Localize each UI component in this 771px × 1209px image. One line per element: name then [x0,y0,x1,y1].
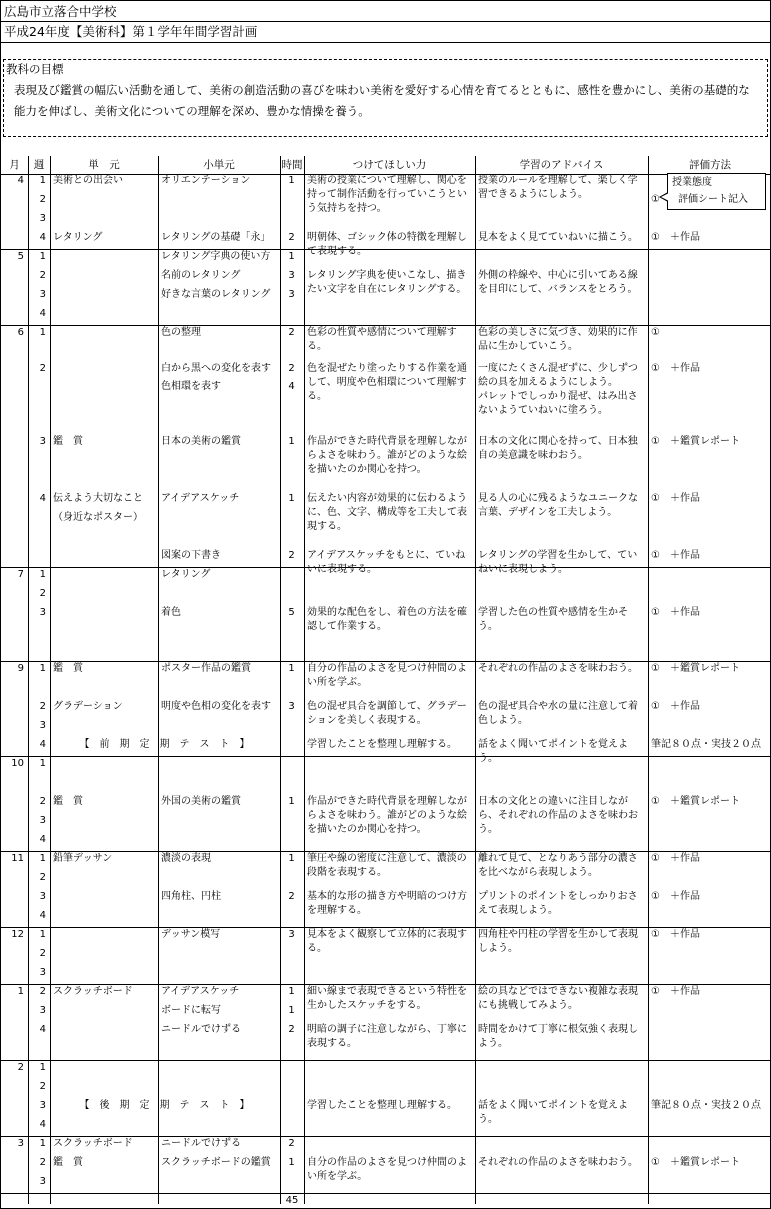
col-week-cell: 2 [39,948,46,959]
col-subunit-cell: 好きな言葉のレタリング [161,289,271,300]
col-hours-cell: 1 [288,175,295,186]
callout-line-1: 授業態度 [672,177,712,188]
col-hours-cell: 2 [288,1024,295,1035]
col-subunit-cell: アイデアスケッチ [161,986,240,997]
col-month-cell: 4 [17,175,24,186]
col-week-cell: 3 [39,720,46,731]
col-subunit-cell: 着色 [161,607,181,618]
col-evaluation-cell: ① ＋作品 [651,493,700,504]
col-month-cell: 9 [17,663,24,674]
col-ability-cell: 効果的な配色をし、着色の方法を確認して作業する。 [307,607,467,632]
col-ability-cell: 作品ができた時代背景を理解しながらよさを味わう。誰がどのような絵を描いたのか関心を持つ。 [307,436,467,475]
col-subunit-cell: ポスター作品の鑑賞 [161,663,251,674]
col-advice-cell: 絵の具などではできない複雑な表現にも挑戦してみよう。 [478,986,638,1011]
col-week-cell: 1 [39,327,46,338]
col-evaluation-cell: ① ＋作品 [651,607,700,618]
col-subunit-cell: レタリング [161,569,211,580]
col-week-cell: 3 [39,891,46,902]
col-week-cell: 1 [39,569,46,580]
col-week-cell: 1 [39,663,46,674]
annual-plan-table [1,156,771,1209]
col-week-cell: 2 [39,701,46,712]
plan-title: 平成24年度【美術科】第１学年年間学習計画 [4,24,258,39]
col-unit-cell: 鉛筆デッサン [53,853,113,864]
col-week-cell: 3 [39,213,46,224]
col-week-cell: 2 [39,1081,46,1092]
col-subunit-cell: 日本の美術の鑑賞 [161,436,241,447]
col-month-cell: 10 [11,758,24,769]
col-week-cell: 4 [39,493,46,504]
col-evaluation-cell: ① ＋鑑賞レポート [651,436,740,447]
col-ability-cell: 見本をよく観察して立体的に表現する。 [307,929,467,954]
col-subunit-cell: 四角柱、円柱 [161,891,221,902]
col-advice-cell: それぞれの作品のよさを味わおう。 [478,1157,638,1168]
col-evaluation-cell: ① ＋作品 [651,232,700,243]
col-ability-cell: 自分の作品のよさを見つけ仲間のよい所を学ぶ。 [307,663,467,688]
subject-goal-label: 教科の目標 [6,62,64,76]
col-ability-cell: 自分の作品のよさを見つけ仲間のよい所を学ぶ。 [307,1157,467,1182]
col-week-cell: 4 [39,910,46,921]
column-divider [28,156,29,1204]
col-week-cell: 3 [39,1100,46,1111]
term-test-label: 【 後 期 定 期 テ ス ト 】 [79,1100,250,1111]
col-month-cell: 6 [17,327,24,338]
col-week-cell: 3 [39,289,46,300]
total-hours: 45 [285,1195,299,1206]
col-evaluation-cell: ① ＋鑑賞レポート [651,1157,740,1168]
col-week-cell: 1 [39,929,46,940]
col-month-header: 月 [1,156,28,175]
col-evaluation-cell: ① ＋作品 [651,929,700,940]
col-unit-cell: 伝えよう大切なこと [53,493,143,504]
col-evaluation-cell: ① ＋作品 [651,986,700,997]
col-ability-cell: 基本的な形の描き方や明暗のつけ方を理解する。 [307,891,467,916]
col-advice-cell: 時間をかけて丁寧に根気強く表現しよう。 [478,1024,638,1049]
col-unit-cell: 鑑 賞 [53,1157,83,1168]
col-subunit-cell: ニードルでけずる [161,1024,241,1035]
col-hours-cell: 2 [288,232,295,243]
col-evaluation-cell: ① ＋作品 [651,363,700,374]
col-month-cell: 1 [17,986,24,997]
col-week-cell: 3 [39,815,46,826]
row-divider [1,1193,771,1194]
col-hours-cell: 3 [288,289,295,300]
col-ability-cell: 色彩の性質や感情について理解する。 [307,327,457,352]
col-week-cell: 4 [39,1024,46,1035]
col-hours-cell: 3 [288,270,295,281]
col-week-cell: 1 [39,758,46,769]
col-ability-cell: 学習したことを整理し理解する。 [307,739,457,750]
col-unit-cell: レタリング [53,232,103,243]
col-unit-cell: 鑑 賞 [53,663,83,674]
col-week-cell: 2 [39,796,46,807]
col-hours-cell: 1 [288,796,295,807]
col-subunit-cell: デッサン模写 [161,929,221,940]
col-advice-cell: 離れて見て、となりあう部分の濃さを比べながら表現しよう。 [478,853,638,878]
callout-pointer-fill [661,193,669,201]
col-advice-cell: 四角柱や円柱の学習を生かして表現しよう。 [478,929,638,954]
col-week-cell: 3 [39,607,46,618]
col-advice-cell: レタリングの学習を生かして、ていねいに表現しよう。 [478,550,638,575]
col-month-cell: 12 [11,929,24,940]
col-subunit-cell: 白から黒への変化を表す [161,363,271,374]
col-hours-cell: 1 [288,986,295,997]
col-month-cell: 7 [17,569,24,580]
col-unit-cell: グラデーション [53,701,123,712]
col-evaluation-cell: ① ＋作品 [651,891,700,902]
col-evaluation-header: 評価方法 [648,156,771,175]
col-evaluation-cell: ① ＋作品 [651,853,700,864]
col-unit-header: 単 元 [50,156,158,175]
col-month-cell: 2 [17,1062,24,1073]
col-week-cell: 2 [39,363,46,374]
title-divider-bottom [1,42,771,43]
col-hours-cell: 3 [288,701,295,712]
col-advice-cell: 色の混ぜ具合や水の量に注意して着色しよう。 [478,701,638,726]
col-evaluation-cell: ① ＋鑑賞レポート [651,663,740,674]
col-subunit-cell: 図案の下書き [161,550,221,561]
col-hours-cell: 2 [288,1138,295,1149]
col-advice-cell: プリントのポイントをしっかりおさえて表現しよう。 [478,891,638,916]
term-test-label: 【 前 期 定 期 テ ス ト 】 [79,739,250,750]
column-divider [50,156,51,1204]
col-unit-cell: 鑑 賞 [53,436,83,447]
col-advice-header: 学習のアドバイス [475,156,648,175]
column-divider [158,156,159,1204]
col-advice-cell: 日本の文化に関心を持って、日本独自の美意識を味わおう。 [478,436,638,461]
col-hours-cell: 2 [288,891,295,902]
col-hours-cell: 1 [288,493,295,504]
col-week-cell: 3 [39,1005,46,1016]
column-divider [648,156,649,1204]
col-ability-cell: アイデアスケッチをもとに、ていねいに表現する。 [307,550,466,575]
col-week-cell: 4 [39,308,46,319]
col-week-cell: 1 [39,251,46,262]
col-advice-cell: 授業のルールを理解して、楽しく学習できるようにしよう。 [478,175,638,200]
col-subunit-header: 小単元 [158,156,280,175]
col-evaluation-cell: ① [651,194,660,205]
col-ability-header: つけてほしい力 [304,156,475,175]
col-ability-cell: 美術の授業について理解し、関心を持って制作活動を行っていこうという気持ちを持つ。 [307,175,467,214]
col-ability-cell: レタリング字典を使いこなし、描きたい文字を自在にレタリングする。 [307,270,467,295]
col-advice-cell: 話をよく聞いてポイントを覚えよう。 [478,739,628,764]
col-subunit-cell: レタリング字典の使い方 [161,251,271,262]
col-week-cell: 3 [39,436,46,447]
column-divider [304,156,305,1204]
col-week-cell: 4 [39,1119,46,1130]
col-subunit-cell: ニードルでけずる [161,1138,241,1149]
col-evaluation-cell: 筆記８０点・実技２０点 [651,1100,761,1111]
col-advice-cell: 学習した色の性質や感情を生かそう。 [478,607,628,632]
col-hours-header: 時間 [280,156,304,175]
col-unit-cell: 美術との出会い [53,175,123,186]
col-week-cell: 2 [39,588,46,599]
col-subunit-cell: ボードに転写 [161,1005,221,1016]
col-subunit-cell: スクラッチボードの鑑賞 [161,1157,271,1168]
col-ability-cell: 色の混ぜ具合を調節して、グラデーションを美しく表現する。 [307,701,467,726]
col-advice-cell: 一度にたくさん混ぜずに、少しずつ絵の具を加えるようにしよう。 パレットでしっかり混ぜ、はみ出さないようていねいに塗ろう。 [478,363,638,416]
col-subunit-cell: 外国の美術の鑑賞 [161,796,241,807]
col-hours-cell: 2 [288,550,295,561]
col-evaluation-cell: 筆記８０点・実技２０点 [651,739,761,750]
column-divider [475,156,476,1204]
col-week-cell: 2 [39,872,46,883]
col-unit-cell: スクラッチボード [53,986,133,997]
col-ability-cell: 筆圧や線の密度に注意して、濃淡の段階を表現する。 [307,853,467,878]
col-hours-cell: 1 [288,853,295,864]
col-week-cell: 1 [39,1062,46,1073]
col-month-cell: 11 [11,853,24,864]
col-week-header: 週 [28,156,50,175]
col-week-cell: 2 [39,270,46,281]
column-divider [280,156,281,1204]
col-ability-cell: 作品ができた時代背景を理解しながらよさを味わう。誰がどのような絵を描いたのか関心を持つ。 [307,796,467,835]
col-month-cell: 3 [17,1138,24,1149]
subject-goal-box [3,59,768,137]
col-advice-cell: 見る人の心に残るようなユニークな言葉、デザインを工夫しよう。 [478,493,638,518]
col-week-cell: 2 [39,986,46,997]
col-subunit-cell: レタリングの基礎「永」 [161,232,271,243]
evaluation-callout [667,173,766,210]
row-divider [1,756,771,757]
callout-line-2: 評価シート記入 [678,194,748,205]
col-subunit-cell: アイデアスケッチ [161,493,240,504]
col-week-cell: 2 [39,1157,46,1168]
col-subunit-cell: 濃淡の表現 [161,853,211,864]
col-evaluation-cell: ① ＋作品 [651,701,700,712]
col-hours-cell: 4 [288,381,295,392]
col-ability-cell: 明暗の調子に注意しながら、丁寧に表現する。 [307,1024,467,1049]
col-ability-cell: 色を混ぜたり塗ったりする作業を通して、明度や色相環について理解する。 [307,363,467,402]
col-week-cell: 1 [39,175,46,186]
col-evaluation-cell: ① ＋鑑賞レポート [651,796,740,807]
col-ability-cell: 細い線まで表現できるという特性を生かしたスケッチをする。 [307,986,467,1011]
school-name: 広島市立落合中学校 [4,4,117,19]
col-week-cell: 4 [39,232,46,243]
col-subunit-cell: 色の整理 [161,327,201,338]
col-week-cell: 2 [39,194,46,205]
col-week-cell: 1 [39,853,46,864]
col-advice-cell: 日本の文化との違いに注目しながら、それぞれの作品のよさを味わおう。 [478,796,638,835]
col-subunit-cell: 明度や色相の変化を表す [161,701,271,712]
col-subunit-cell: 名前のレタリング [161,270,241,281]
col-week-cell: 3 [39,967,46,978]
col-month-cell: 5 [17,251,24,262]
col-hours-cell: 5 [288,607,295,618]
col-week-cell: 1 [39,1138,46,1149]
col-unit-cell: スクラッチボード [53,1138,133,1149]
col-advice-cell: それぞれの作品のよさを味わおう。 [478,663,638,674]
col-week-cell: 4 [39,834,46,845]
title-divider [1,21,771,22]
row-divider [1,1060,771,1061]
col-hours-cell: 2 [288,327,295,338]
col-advice-cell: 色彩の美しさに気づき、効果的に作品に生かしていこう。 [478,327,638,352]
col-hours-cell: 1 [288,663,295,674]
col-hours-cell: 1 [288,1005,295,1016]
col-subunit-cell: オリエンテーション [161,175,251,186]
col-unit-cell: 鑑 賞 [53,796,83,807]
col-subunit-cell: 色相環を表す [161,381,221,392]
col-ability-cell: 学習したことを整理し理解する。 [307,1100,457,1111]
col-hours-cell: 3 [288,929,295,940]
subject-goal-text: 表現及び鑑賞の幅広い活動を通して、美術の創造活動の喜びを味わい美術を愛好する心情を育てるとともに、感性を豊かにし、美術の基礎的な能力を伸ばし、美術文化についての理解を深め、豊かな情操を養う。 [14,83,750,118]
col-advice-cell: 外側の枠線や、中心に引いてある線を目印にして、バランスをとろう。 [478,270,638,295]
col-hours-cell: 1 [288,1157,295,1168]
col-ability-cell: 伝えたい内容が効果的に伝わるように、色、文字、構成等を工夫して表現する。 [307,493,467,532]
col-evaluation-cell: ① ＋作品 [651,550,700,561]
col-advice-cell: 話をよく聞いてポイントを覚えよう。 [478,1100,628,1125]
col-advice-cell: 見本をよく見てていねいに描こう。 [478,232,638,243]
col-week-cell: 4 [39,739,46,750]
col-week-cell: 3 [39,1176,46,1187]
col-hours-cell: 1 [288,251,295,262]
col-hours-cell: 1 [288,436,295,447]
col-evaluation-cell: ① [651,327,660,338]
col-ability-cell: 明朝体、ゴシック体の特徴を理解して表現する。 [307,232,467,257]
col-hours-cell: 2 [288,363,295,374]
col-unit-cell: （身近なポスター） [53,512,143,523]
